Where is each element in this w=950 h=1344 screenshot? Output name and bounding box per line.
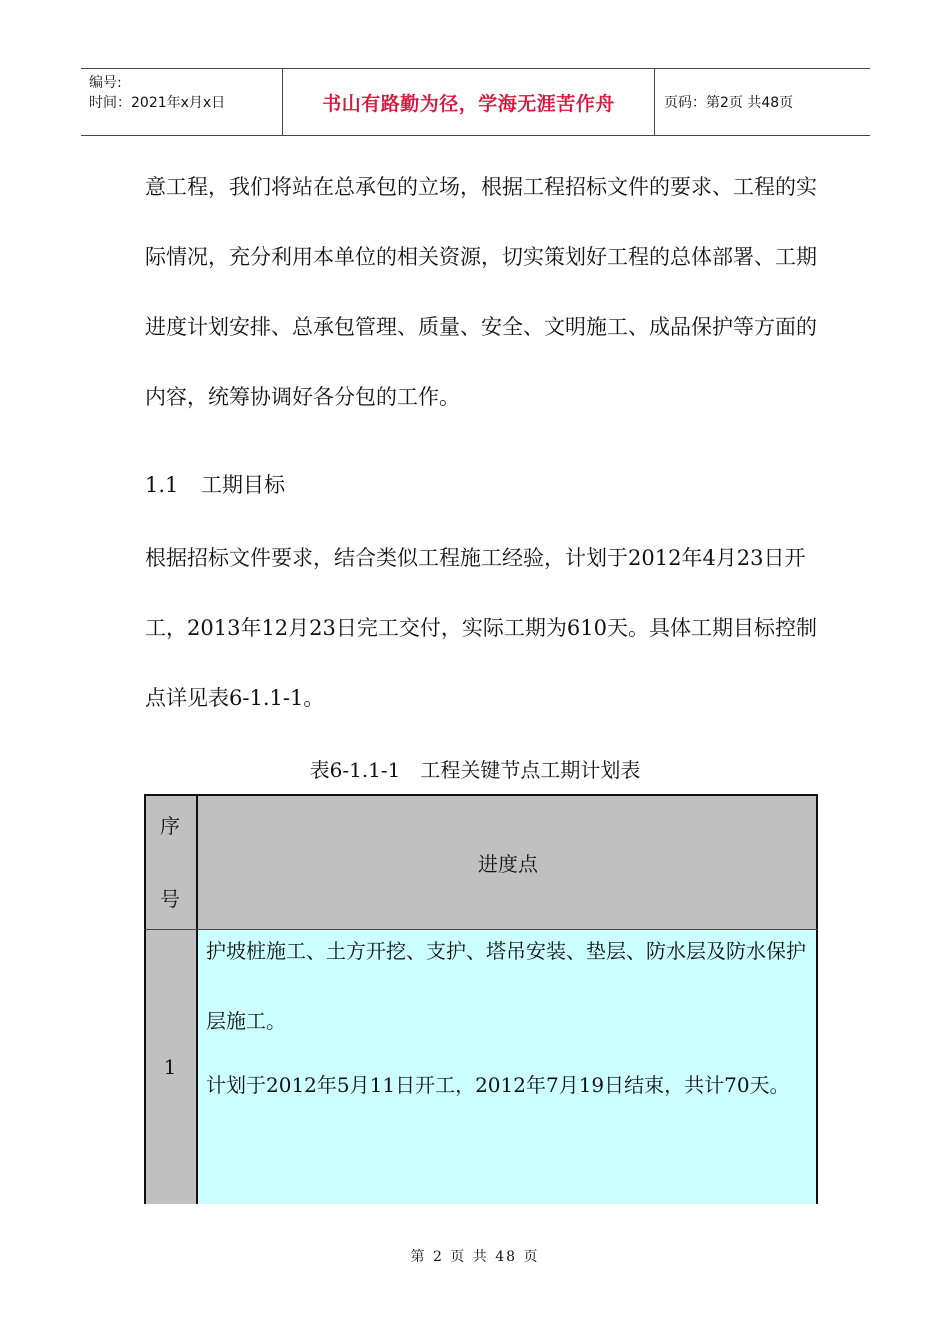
row-progress-cell (198, 930, 818, 1204)
table-column-divider (196, 794, 198, 1204)
page-footer: 第 2 页 共 48 页 (410, 1249, 540, 1265)
header-motto: 书山有路勤为径，学海无涯苦作舟 (322, 92, 615, 115)
header-cell-progress: 进度点 (478, 851, 538, 876)
body-paragraph-1: 意工程，我们将站在总承包的立场，根据工程招标文件的要求、工程的实际情况，充分利用本单位的相关资源，切实策划好工程的总体部署、工期进度计划安排、总承包管理、质量、安全、文明施工、成品保护等方面的内容，统筹协调好各分包的工作。 (145, 175, 817, 409)
table-header-row (144, 794, 818, 930)
table-row-divider (144, 929, 818, 930)
header-info (81, 69, 281, 135)
table-border-right (816, 794, 818, 1204)
table-border-left (144, 794, 146, 1204)
row-seq-cell: 1 (144, 930, 196, 1204)
section-heading (145, 450, 285, 520)
table-caption: 表6-1.1-1 工程关键节点工期计划表 (309, 758, 641, 782)
header-time-label: 时间：2021年x月x日 (89, 95, 226, 111)
header-code-label: 编号: (89, 75, 122, 91)
row-progress-text-1: 护坡桩施工、土方开挖、支护、塔吊安装、垫层、防水层及防水保护层施工。 (206, 939, 806, 1033)
table-row (144, 930, 818, 1204)
section-title: 工期目标 (201, 473, 285, 497)
table-border-top (144, 794, 818, 796)
document-header (81, 68, 870, 136)
header-page-label: 页码：第2页 共48页 (664, 95, 794, 111)
header-divider (654, 69, 655, 135)
schedule-table (144, 794, 818, 1204)
header-seq-bottom: 号 (160, 887, 180, 911)
row-progress-text-2: 计划于2012年5月11日开工，2012年7月19日结束，共计70天。 (206, 1073, 790, 1097)
section-number: 1.1 (145, 473, 179, 497)
body-paragraph-2: 根据招标文件要求，结合类似工程施工经验，计划于2012年4月23日开工，2013年12月23日完工交付，实际工期为610天。具体工期目标控制点详见表6-1.1-1。 (145, 546, 817, 710)
header-cell-seq (144, 794, 196, 930)
header-seq-top: 序 (160, 814, 180, 838)
